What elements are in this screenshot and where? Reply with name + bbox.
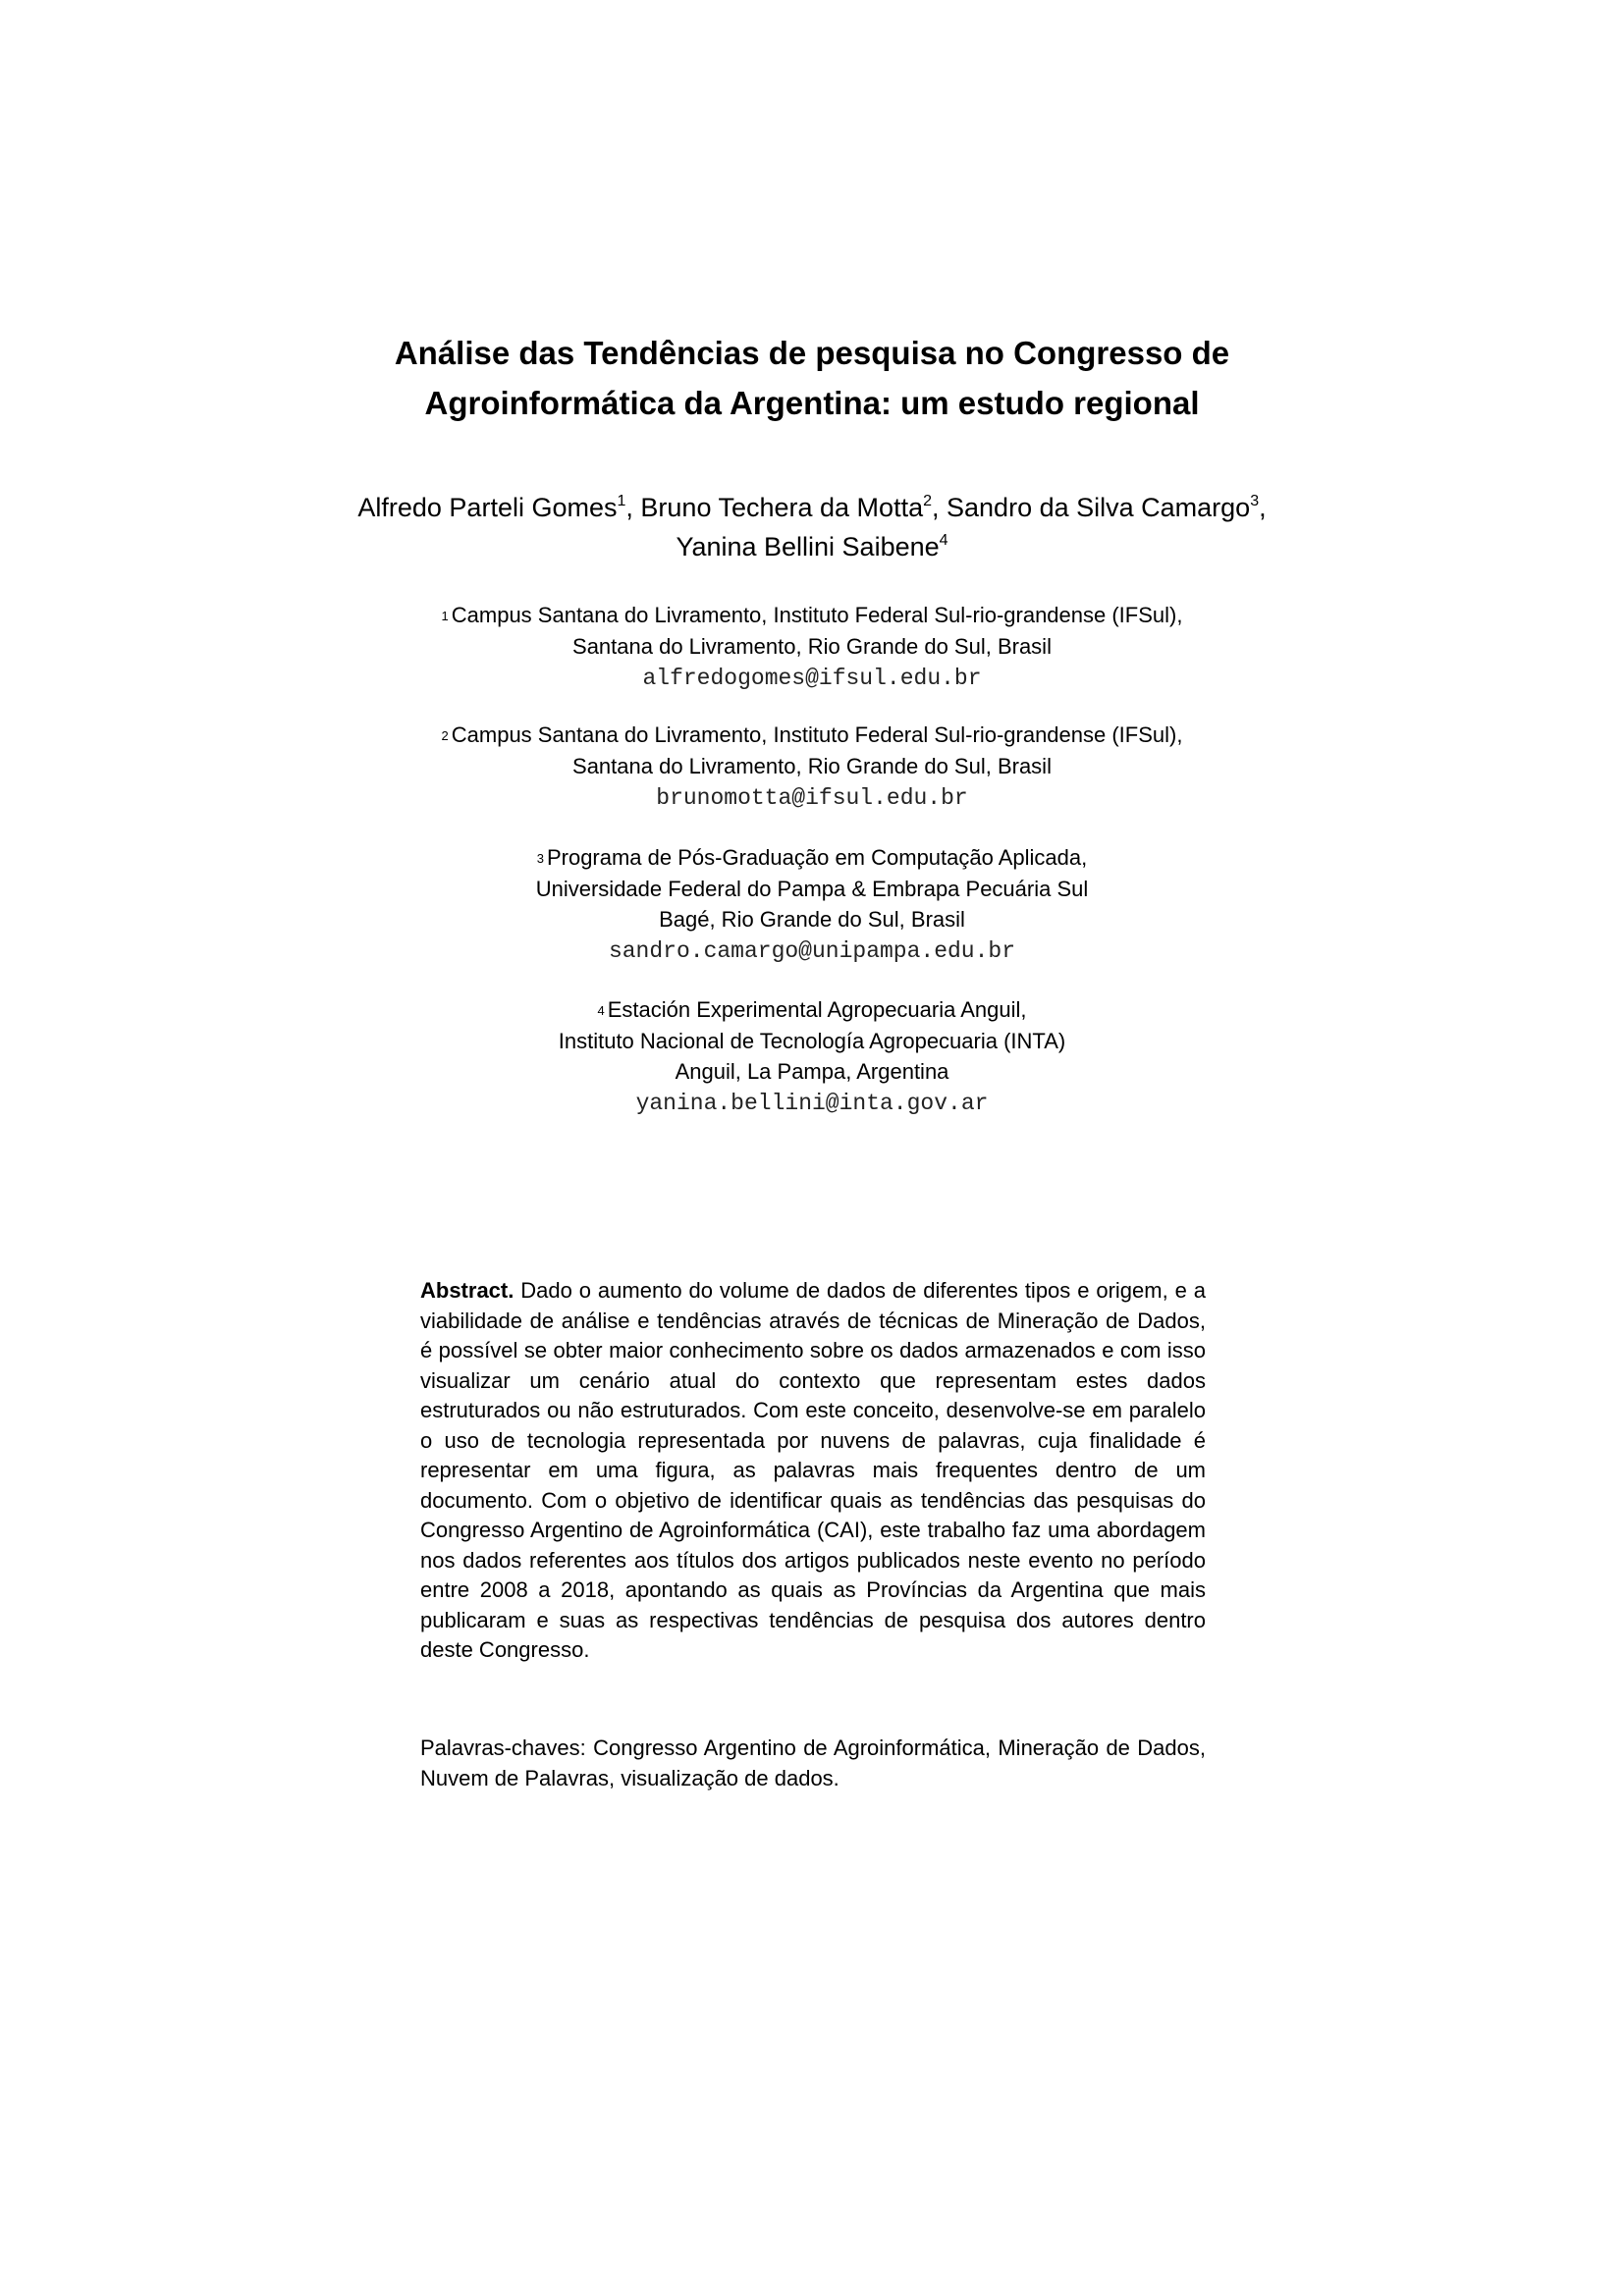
affiliation-line: Universidade Federal do Pampa & Embrapa Pecuária Sul — [535, 877, 1089, 901]
author-separator: , — [1259, 493, 1267, 522]
affiliation-email: brunomotta@ifsul.edu.br — [656, 785, 968, 811]
abstract-heading: Abstract. — [420, 1278, 514, 1303]
affiliation-block — [295, 720, 1329, 814]
paper-title-line-2: Agroinformática da Argentina: um estudo regional — [424, 385, 1200, 421]
affiliation-number: 3 — [536, 851, 544, 866]
affiliation-number: 2 — [441, 728, 449, 743]
affiliation-number: 1 — [441, 609, 449, 623]
abstract — [420, 1276, 1206, 1666]
affiliation-block — [295, 600, 1329, 694]
affiliation-email: sandro.camargo@unipampa.edu.br — [608, 938, 1016, 964]
author-name: Sandro da Silva Camargo — [947, 493, 1251, 522]
author-name: Alfredo Parteli Gomes — [357, 493, 618, 522]
affiliation-line: Santana do Livramento, Rio Grande do Sul, Brasil — [572, 634, 1052, 659]
affiliation-block — [295, 842, 1329, 967]
affiliation-line: Instituto Nacional de Tecnología Agropecuaria (INTA) — [558, 1029, 1066, 1053]
affiliation-block — [295, 994, 1329, 1119]
abstract-text: Dado o aumento do volume de dados de diferentes tipos e origem, e a viabilidade de análise e tendências através de técnicas de Mineração de Dados, é possível se obter maior conhecimento sobre os dados armazenados e com isso visualizar um cenário atual do contexto que representam estes dados estruturados ou não estruturados. Com este conceito, desenvolve-se em paralelo o uso de tecnologia representada por nuvens de palavras, cuja finalidade é representar em uma figura, as palavras mais frequentes dentro de um documento. Com o objetivo de identificar quais as tendências das pesquisas do Congresso Argentino de Agroinformática (CAI), este trabalho faz uma abordagem nos dados referentes aos títulos dos artigos publicados neste evento no período entre 2008 a 2018, apontando as quais as Províncias da Argentina que mais publicaram e suas as respectivas tendências de pesquisa dos autores dentro deste Congresso. — [420, 1278, 1206, 1662]
affiliation-line: Campus Santana do Livramento, Instituto Federal Sul-rio-grandense (IFSul), — [451, 722, 1183, 747]
paper-title-line-1: Análise das Tendências de pesquisa no Congresso de — [394, 335, 1230, 371]
paper-title — [295, 328, 1329, 428]
affiliation-number: 4 — [597, 1003, 605, 1018]
author-name: Yanina Bellini Saibene — [676, 532, 940, 561]
author-separator: , — [932, 493, 947, 522]
affiliation-line: Bagé, Rio Grande do Sul, Brasil — [659, 907, 965, 932]
author-list — [245, 488, 1379, 566]
author-name: Bruno Techera da Motta — [640, 493, 924, 522]
affiliation-line: Anguil, La Pampa, Argentina — [675, 1059, 949, 1084]
affiliation-line: Programa de Pós-Graduação em Computação Aplicada, — [546, 845, 1088, 870]
affiliation-line: Estación Experimental Agropecuaria Anguil, — [607, 997, 1027, 1022]
keywords: Palavras-chaves: Congresso Argentino de Agroinformática, Mineração de Dados, Nuvem de Palavras, visualização de dados. — [420, 1735, 1206, 1790]
affiliation-line: Campus Santana do Livramento, Instituto Federal Sul-rio-grandense (IFSul), — [451, 603, 1183, 627]
affiliation-email: yanina.bellini@inta.gov.ar — [635, 1091, 989, 1116]
author-separator: , — [625, 493, 641, 522]
author-affiliation-marker: 1 — [617, 493, 626, 509]
affiliation-line: Santana do Livramento, Rio Grande do Sul, Brasil — [572, 754, 1052, 778]
author-affiliation-marker: 2 — [923, 493, 932, 509]
affiliation-email: alfredogomes@ifsul.edu.br — [642, 666, 982, 691]
author-affiliation-marker: 3 — [1250, 493, 1260, 509]
author-affiliation-marker: 4 — [939, 532, 948, 549]
